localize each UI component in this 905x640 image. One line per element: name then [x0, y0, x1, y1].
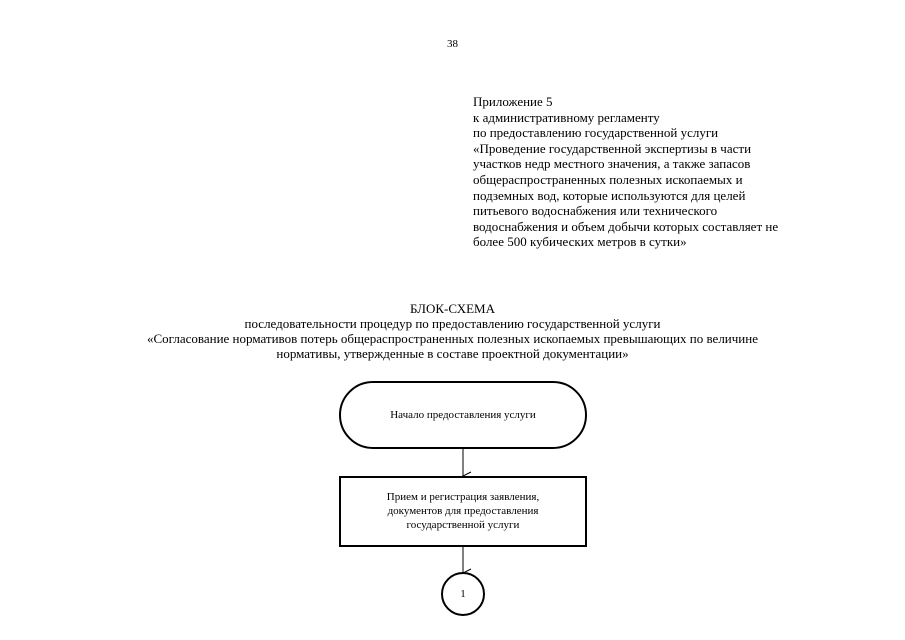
appendix-line: к административному регламенту [473, 109, 660, 125]
appendix-line: общераспространенных полезных ископаемых и [473, 171, 743, 187]
step1-line: Прием и регистрация заявления, [386, 491, 540, 503]
appendix-line: Приложение 5 [473, 94, 553, 109]
appendix-line: водоснабжения и объем добычи которых составляет не [473, 218, 779, 234]
step1-line: государственной услуги [406, 519, 520, 531]
title-heading: БЛОК-СХЕМА [410, 301, 495, 316]
connector-label: 1 [460, 588, 466, 600]
appendix-line: более 500 кубических метров в сутки» [473, 234, 687, 250]
title-subtitle-line: «Согласование нормативов потерь общераспространенных полезных ископаемых превышающих по величине [147, 331, 758, 346]
appendix-line: участков недр местного значения, а также запасов [473, 156, 751, 172]
appendix-line: питьевого водоснабжения или технического [473, 203, 718, 219]
page-number: 38 [447, 38, 458, 50]
step1-line: документов для предоставления [387, 505, 539, 517]
appendix-line: подземных вод, которые используются для целей [473, 187, 746, 203]
start-terminal-label: Начало предоставления услуги [390, 409, 536, 421]
step1-process-label [340, 490, 586, 532]
title-subtitle-line: нормативы, утвержденные в составе проектной документации» [276, 346, 629, 361]
appendix-line: «Проведение государственной экспертизы в части [473, 140, 752, 156]
appendix-line: по предоставлению государственной услуги [473, 125, 719, 141]
title-subtitle-line: последовательности процедур по предоставлению государственной услуги [244, 316, 661, 331]
